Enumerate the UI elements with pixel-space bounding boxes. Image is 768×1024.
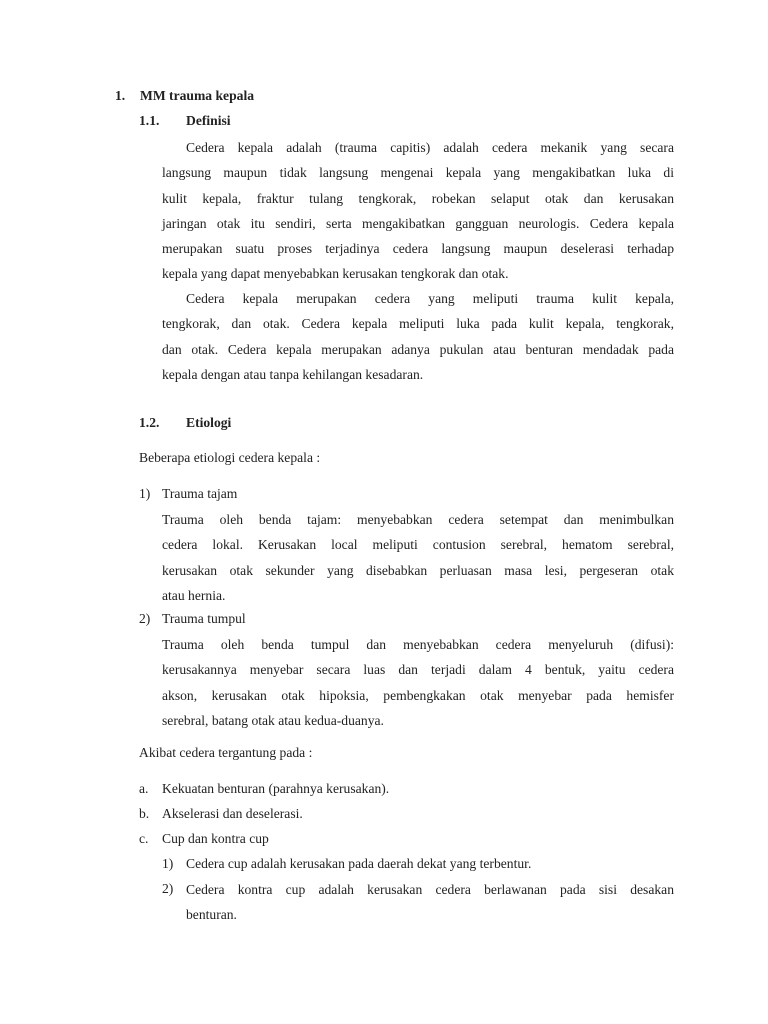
paragraph-line: Cedera kontra cup adalah kerusakan cedera berlawanan pada sisi desakan bbox=[186, 882, 674, 897]
akibat-intro: Akibat cedera tergantung pada : bbox=[139, 745, 313, 760]
paragraph-line: Cedera kepala merupakan cedera yang meliputi trauma kulit kepala, bbox=[186, 291, 674, 306]
paragraph-line: akson, kerusakan otak hipoksia, pembengkakan otak menyebar pada hemisfer bbox=[162, 687, 674, 703]
definisi-paragraph-1 bbox=[162, 135, 674, 287]
paragraph-line: merupakan suatu proses terjadinya cedera langsung maupun deselerasi terhadap bbox=[162, 241, 674, 257]
paragraph-line: serebral, batang otak atau kedua-duanya. bbox=[162, 712, 384, 728]
list-marker: a. bbox=[139, 781, 149, 796]
paragraph-line: kepala dengan atau tanpa kehilangan kesadaran. bbox=[162, 366, 424, 382]
paragraph-line: jaringan otak itu sendiri, serta mengakibatkan gangguan neurologis. Cedera kepala bbox=[162, 215, 674, 231]
paragraph-line: kulit kepala, fraktur tulang tengkorak, robekan selaput otak dan kerusakan bbox=[162, 190, 674, 206]
list-marker: 1) bbox=[139, 486, 151, 501]
subsection-number-definisi: 1.1. bbox=[139, 113, 160, 128]
definisi-paragraph-2 bbox=[162, 286, 674, 387]
list-item-title: Trauma tajam bbox=[162, 486, 238, 501]
subsection-title-definisi: Definisi bbox=[186, 113, 231, 128]
paragraph-line: tengkorak, dan otak. Cedera kepala meliputi luka pada kulit kepala, tengkorak, bbox=[162, 316, 674, 332]
etiologi-intro: Beberapa etiologi cedera kepala : bbox=[139, 450, 321, 465]
trauma-tumpul-description bbox=[162, 632, 674, 733]
paragraph-line: Trauma oleh benda tajam: menyebabkan cedera setempat dan menimbulkan bbox=[162, 512, 674, 527]
list-item-title: Trauma tumpul bbox=[162, 611, 246, 626]
list-marker: 2) bbox=[139, 611, 151, 626]
list-marker: 2) bbox=[162, 881, 174, 896]
trauma-tajam-description bbox=[162, 507, 674, 608]
paragraph-line: Cedera kepala adalah (trauma capitis) adalah cedera mekanik yang secara bbox=[186, 140, 674, 155]
kontra-cup-description bbox=[186, 877, 674, 928]
paragraph-line: kerusakan otak sekunder yang disebabkan perluasan masa lesi, pergeseran otak bbox=[162, 562, 674, 578]
paragraph-line: kepala yang dapat menyebabkan kerusakan tengkorak dan otak. bbox=[162, 266, 509, 282]
list-item: Cup dan kontra cup bbox=[162, 831, 269, 846]
paragraph-line: Trauma oleh benda tumpul dan menyebabkan cedera menyeluruh (difusi): bbox=[162, 637, 674, 652]
list-marker: b. bbox=[139, 806, 150, 821]
paragraph-line: benturan. bbox=[186, 907, 237, 923]
paragraph-line: cedera lokal. Kerusakan local meliputi contusion serebral, hematom serebral, bbox=[162, 537, 674, 553]
paragraph-line: langsung maupun tidak langsung mengenai kepala yang mengakibatkan luka di bbox=[162, 165, 674, 181]
list-marker: c. bbox=[139, 831, 149, 846]
subsection-title-etiologi: Etiologi bbox=[186, 415, 232, 430]
list-marker: 1) bbox=[162, 856, 174, 871]
list-item: Cedera cup adalah kerusakan pada daerah dekat yang terbentur. bbox=[186, 856, 532, 871]
paragraph-line: atau hernia. bbox=[162, 587, 226, 603]
section-number: 1. bbox=[115, 88, 126, 103]
subsection-number-etiologi: 1.2. bbox=[139, 415, 160, 430]
section-title: MM trauma kepala bbox=[140, 88, 255, 103]
paragraph-line: dan otak. Cedera kepala merupakan adanya pukulan atau benturan mendadak pada bbox=[162, 341, 674, 357]
list-item: Kekuatan benturan (parahnya kerusakan). bbox=[162, 781, 390, 796]
list-item: Akselerasi dan deselerasi. bbox=[162, 806, 303, 821]
paragraph-line: kerusakannya menyebar secara luas dan terjadi dalam 4 bentuk, yaitu cedera bbox=[162, 662, 674, 678]
